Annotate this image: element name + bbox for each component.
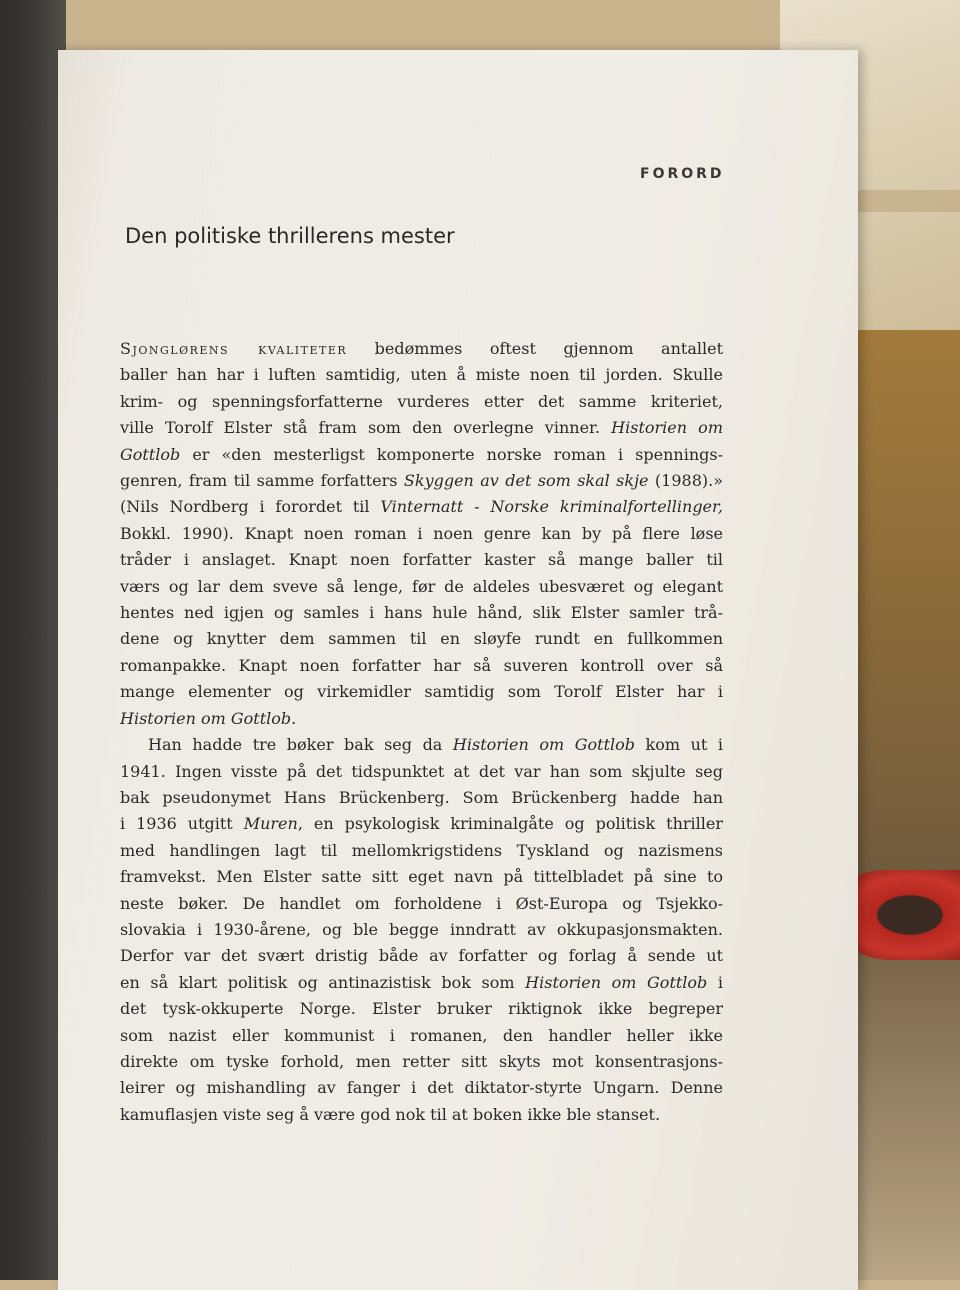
text-run: det tysk-okkuperte Norge. Elster bruker riktignok ikke begreper: [120, 999, 723, 1019]
text-run: bedømmes oftest gjennom antallet: [347, 339, 723, 358]
italic-title: Vinternatt - Norske kriminalfortellinger,: [380, 497, 723, 517]
text-run: (1988).»: [648, 471, 723, 491]
text-run: neste bøker. De handlet om forholdene i Øst-Europa og Tsjekko-: [120, 893, 723, 913]
text-run: leirer og mishandling av fanger i det diktator-styrte Ungarn. Denne: [120, 1078, 723, 1098]
text-run: genren, fram til samme forfatters: [120, 471, 404, 491]
text-run: er «den mesterligst komponerte norske roman i spennings-: [180, 444, 723, 464]
book-spine: [0, 0, 66, 1280]
text-run: krim- og spenningsforfatterne vurderes etter det samme kriteriet,: [120, 391, 723, 411]
text-run: hentes ned igjen og samles i hans hule hånd, slik Elster samler trå-: [120, 603, 723, 623]
text-run: Derfor var det svært dristig både av forfatter og forlag å sende ut: [120, 946, 723, 966]
text-line: [120, 389, 723, 415]
text-line: [120, 917, 723, 943]
text-run: som nazist eller kommunist i romanen, den handler heller ikke: [120, 1025, 723, 1045]
text-line: [120, 943, 723, 969]
body-text: [120, 336, 723, 1128]
text-line: [120, 679, 723, 705]
italic-title: Muren: [243, 814, 298, 834]
section-header-label: FORORD: [640, 166, 725, 182]
text-line: [120, 970, 723, 996]
italic-title: Historien om Gottlob.: [120, 708, 297, 728]
text-run: 1941. Ingen visste på det tidspunktet at det var han som skjulte seg: [120, 761, 723, 781]
text-line: [120, 785, 723, 811]
text-line: [120, 706, 723, 732]
text-line: [120, 442, 723, 468]
text-run: i 1936 utgitt: [120, 814, 244, 834]
text-run: kom ut i: [635, 735, 723, 755]
text-run: mange elementer og virkemidler samtidig som Torolf Elster har i: [120, 682, 723, 702]
text-run: Han hadde tre bøker bak seg da: [148, 735, 453, 755]
italic-title: Historien om Gottlob: [525, 972, 708, 992]
text-run: værs og lar dem sveve så lenge, før de aldeles ubesværet og elegant: [120, 576, 723, 596]
text-line: [120, 1049, 723, 1075]
text-line: [120, 811, 723, 837]
text-line: [120, 864, 723, 890]
italic-title: Historien om: [611, 418, 723, 438]
text-run: dene og knytter dem sammen til en sløyfe rundt en fullkommen: [120, 629, 723, 649]
text-run: Bokkl. 1990). Knapt noen roman i noen genre kan by på flere løse: [120, 523, 723, 543]
text-line: [120, 336, 723, 362]
text-run: direkte om tyske forhold, men retter sitt skyts mot konsentrasjons-: [120, 1051, 723, 1071]
text-run: kamuflasjen viste seg å være god nok til at boken ikke ble stanset.: [120, 1104, 661, 1124]
text-line: [120, 653, 723, 679]
text-run: framvekst. Men Elster satte sitt eget navn på tittelbladet på sine to: [120, 867, 723, 887]
text-run: slovakia i 1930-årene, og ble begge inndratt av okkupasjonsmakten.: [120, 919, 723, 939]
text-run: bak pseudonymet Hans Brückenberg. Som Brückenberg hadde han: [120, 787, 723, 807]
chapter-title: Den politiske thrillerens mester: [125, 224, 455, 248]
text-run: med handlingen lagt til mellomkrigstidens Tyskland og nazismens: [120, 840, 723, 860]
text-line: [120, 759, 723, 785]
small-caps-opening: Sjonglørens kvaliteter: [120, 339, 348, 358]
italic-title: Gottlob: [120, 444, 181, 464]
italic-title: Skyggen av det som skal skje: [403, 471, 649, 491]
text-line: [120, 626, 723, 652]
text-line: [120, 1075, 723, 1101]
text-run: romanpakke. Knapt noen forfatter har så suveren kontroll over så: [120, 655, 723, 675]
text-line: [120, 732, 723, 758]
text-run: ville Torolf Elster stå fram som den overlegne vinner.: [120, 418, 612, 438]
text-run: (Nils Nordberg i forordet til: [120, 497, 381, 517]
text-run: tråder i anslaget. Knapt noen forfatter kaster så mange baller til: [120, 550, 723, 570]
text-line: [120, 362, 723, 388]
text-run: en så klart politisk og antinazistisk bok som: [120, 972, 526, 992]
text-line: [120, 891, 723, 917]
text-line: [120, 838, 723, 864]
text-line: [120, 1023, 723, 1049]
text-run: , en psykologisk kriminalgåte og politisk thriller: [297, 814, 723, 834]
text-line: [120, 521, 723, 547]
text-run: baller han har i luften samtidig, uten å miste noen til jorden. Skulle: [120, 365, 723, 385]
text-line: [120, 468, 723, 494]
text-line: [120, 494, 723, 520]
text-line: [120, 1102, 723, 1128]
text-line: [120, 547, 723, 573]
text-run: i: [707, 972, 723, 992]
text-line: [120, 574, 723, 600]
text-line: [120, 600, 723, 626]
text-line: [120, 415, 723, 441]
text-line: [120, 996, 723, 1022]
italic-title: Historien om Gottlob: [452, 735, 635, 755]
